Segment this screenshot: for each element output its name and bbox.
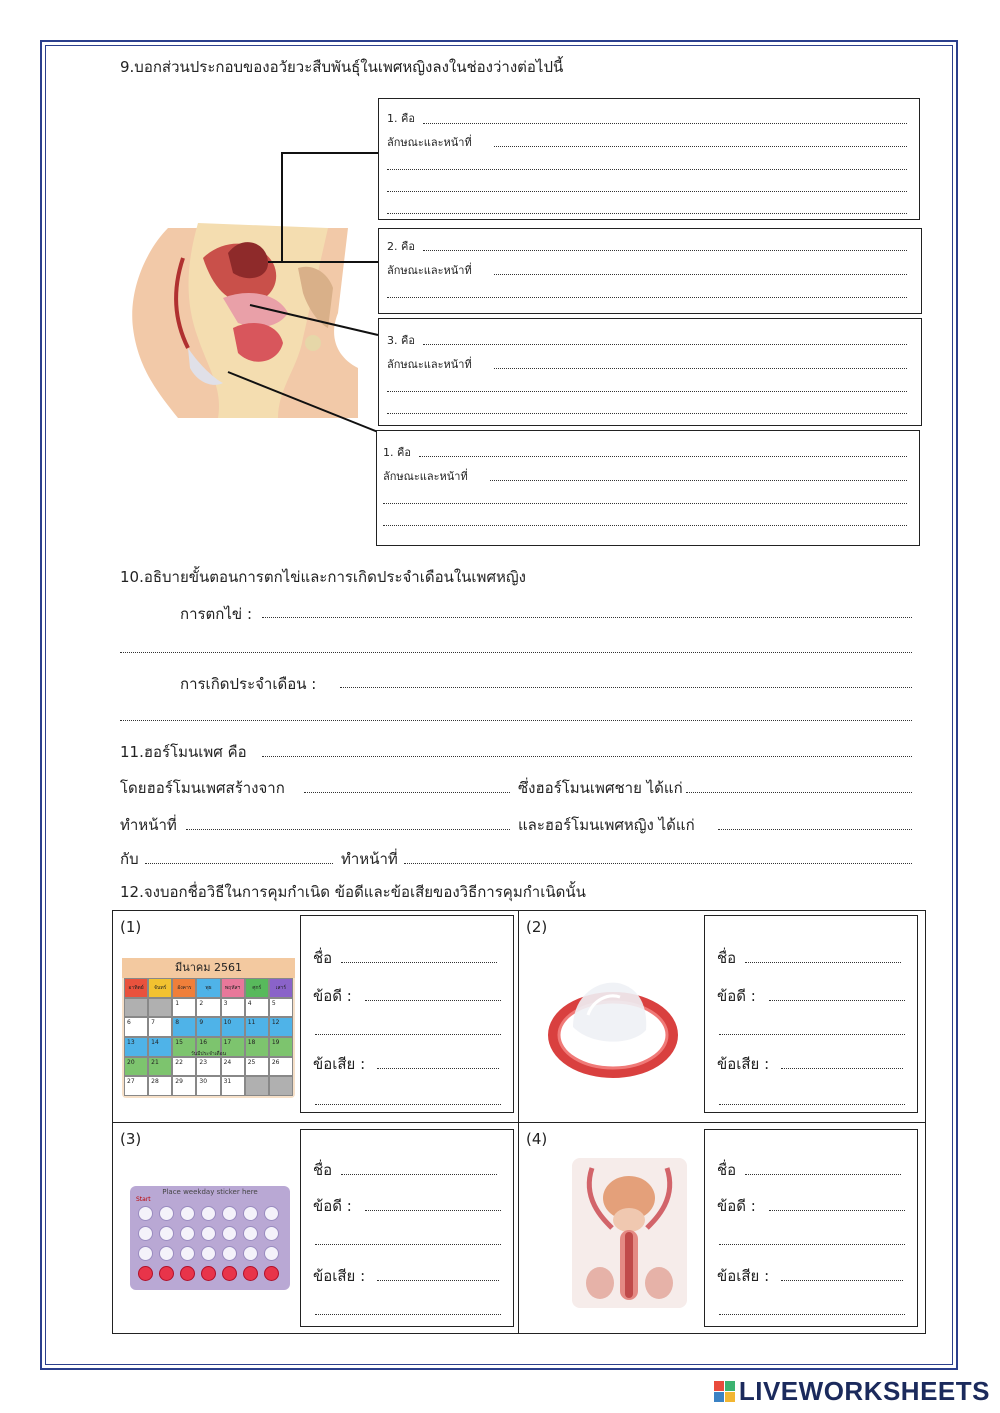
calendar-date-cell [245,1076,269,1096]
calendar-day-header: อาทิตย์ [124,978,148,998]
q9-box-4-number: 1. คือ [383,446,411,459]
calendar-date-cell: 31 [221,1076,245,1096]
calendar-date-cell: 15 [172,1037,196,1057]
q12-cell-1-answer-box [300,915,514,1113]
q12-cell-2-pro-input[interactable] [769,1000,905,1001]
q10-title: 10.อธิบายขั้นตอนการตกไข่และการเกิดประจำเดือนในเพศหญิง [120,568,526,586]
q12-cell-3-number: (3) [120,1130,142,1148]
calendar-date-cell: 20 [124,1057,148,1077]
calendar-date-cell: 1 [172,998,196,1018]
q9-box-3-line-4[interactable] [387,413,907,414]
calendar-day-header: เสาร์ [269,978,293,998]
pill-pack-label: Place weekday sticker here [162,1188,258,1196]
q9-box-2-line-1[interactable] [423,250,907,251]
calendar-date-cell: 3 [221,998,245,1018]
calendar-date-cell: 8 [172,1017,196,1037]
calendar-date-cell: 12 [269,1017,293,1037]
pill [159,1226,174,1241]
q12-cell-1-pro-input[interactable] [365,1000,501,1001]
q9-box-2-line-3[interactable] [387,297,907,298]
pill [180,1206,195,1221]
pill [264,1246,279,1261]
q11-hormone-source[interactable] [304,792,510,793]
q9-box-1-line-4[interactable] [387,191,907,192]
q9-box-1-desc: ลักษณะและหน้าที่ [387,136,472,149]
q9-box-1-line-1[interactable] [423,123,907,124]
q10-ovulation-label: การตกไข่ : [180,605,253,623]
q12-cell-2-con-input-2[interactable] [719,1104,905,1105]
q12-cell-4-answer-box [704,1129,918,1327]
q12-cell-4-number: (4) [526,1130,548,1148]
q12-cell-4-con-input[interactable] [781,1280,903,1281]
pill [180,1246,195,1261]
pill [180,1226,195,1241]
q12-cell-1-con-input-2[interactable] [315,1104,501,1105]
q12-cell-2-number: (2) [526,918,548,936]
q11-line-2b-label: ซึ่งฮอร์โมนเพศชาย ได้แก่ [518,779,683,797]
calendar-date-cell [124,998,148,1018]
q9-box-4-line-4[interactable] [383,525,907,526]
male-reproductive-image [572,1158,687,1308]
q11-female-hormone-function[interactable] [404,863,912,864]
pill [243,1266,258,1281]
q11-line-4a-label: กับ [120,850,139,868]
q11-male-hormone-function[interactable] [186,829,510,830]
calendar-date-cell: 7 [148,1017,172,1037]
q11-line-2a-label: โดยฮอร์โมนเพศสร้างจาก [120,779,285,797]
q11-female-hormone[interactable] [718,829,912,830]
q12-cell-3-name-label: ชื่อ [313,1161,333,1179]
q12-cell-2-pro-label: ข้อดี : [717,987,756,1005]
pill [264,1226,279,1241]
calendar-note: วันมีประจำเดือน [190,1050,227,1057]
q10-menstruation-answer-1[interactable] [340,687,912,688]
calendar-date-cell: 21 [148,1057,172,1077]
q12-table-divider-h [112,1122,926,1123]
calendar-date-cell: 22 [172,1057,196,1077]
pill-pack-start: Start [136,1196,151,1203]
calendar-title: มีนาคม 2561 [122,958,295,978]
pill-grid [136,1204,284,1286]
q12-cell-4-name-label: ชื่อ [717,1161,737,1179]
calendar-image [122,958,295,1098]
q9-box-4-line-3[interactable] [383,503,907,504]
q12-cell-2-con-label: ข้อเสีย : [717,1055,770,1073]
q9-box-3 [378,318,922,426]
calendar-day-header: จันทร์ [148,978,172,998]
q12-cell-2-name-label: ชื่อ [717,949,737,967]
q10-ovulation-answer-2[interactable] [120,652,912,653]
q12-title: 12.จงบอกชื่อวิธีในการคุมกำเนิด ข้อดีและข้อเสียของวิธีการคุมกำเนิดนั้น [120,883,586,901]
pill [201,1246,216,1261]
pill [138,1266,153,1281]
pill [243,1246,258,1261]
q9-box-2-number: 2. คือ [387,240,415,253]
calendar-date-cell: 13 [124,1037,148,1057]
q12-cell-3-pro-input[interactable] [365,1210,501,1211]
q12-cell-3-con-label: ข้อเสีย : [313,1267,366,1285]
pill [138,1246,153,1261]
pill [243,1206,258,1221]
calendar-date-cell: 29 [172,1076,196,1096]
q12-cell-1-number: (1) [120,918,142,936]
q9-box-1-line-5[interactable] [387,213,907,214]
q12-cell-2-name-input[interactable] [745,962,901,963]
pill [138,1206,153,1221]
pill [201,1206,216,1221]
q10-menstruation-label: การเกิดประจำเดือน : [180,675,317,693]
q9-box-1-number: 1. คือ [387,112,415,125]
q9-box-2-desc: ลักษณะและหน้าที่ [387,264,472,277]
q11-line-4b-label: ทำหน้าที่ [341,850,398,868]
q12-cell-1-con-input[interactable] [377,1068,499,1069]
logo-mark-icon [714,1381,735,1402]
q11-male-hormone[interactable] [686,792,912,793]
calendar-date-cell: 24 [221,1057,245,1077]
q12-cell-1-pro-input-2[interactable] [315,1034,501,1035]
q12-cell-2-answer-box [704,915,918,1113]
q9-box-4-line-1[interactable] [419,456,907,457]
pill [159,1206,174,1221]
q12-cell-1-name-label: ชื่อ [313,949,333,967]
q9-box-3-line-3[interactable] [387,391,907,392]
q12-cell-3-pro-input-2[interactable] [315,1244,501,1245]
calendar-date-cell: 30 [196,1076,220,1096]
calendar-date-cell: 9 [196,1017,220,1037]
calendar-date-cell: 2 [196,998,220,1018]
q9-box-4-desc: ลักษณะและหน้าที่ [383,470,468,483]
calendar-date-cell: 28 [148,1076,172,1096]
q9-box-1-line-2[interactable] [494,146,907,147]
pill [222,1206,237,1221]
q10-ovulation-answer-1[interactable] [262,617,912,618]
q12-cell-3-name-input[interactable] [341,1174,497,1175]
q11-line-3b-label: และฮอร์โมนเพศหญิง ได้แก่ [518,816,695,834]
logo-text: LIVEWORKSHEETS [738,1376,990,1406]
calendar-date-cell: 11 [245,1017,269,1037]
q9-box-4 [376,430,920,546]
calendar-date-cell: 18 [245,1037,269,1057]
calendar-date-cell: 19 [269,1037,293,1057]
pill [222,1266,237,1281]
q12-cell-2-con-input[interactable] [781,1068,903,1069]
q12-cell-4-pro-input[interactable] [769,1210,905,1211]
calendar-date-cell [269,1076,293,1096]
q12-cell-4-pro-label: ข้อดี : [717,1197,756,1215]
calendar-date-cell: 26 [269,1057,293,1077]
q11-line-3a-label: ทำหน้าที่ [120,816,177,834]
q11-hormone-definition[interactable] [262,756,912,757]
calendar-date-cell: 6 [124,1017,148,1037]
pill [222,1246,237,1261]
q9-box-3-line-2[interactable] [494,368,907,369]
q12-cell-1-pro-label: ข้อดี : [313,987,352,1005]
q9-box-4-line-2[interactable] [490,480,907,481]
calendar-date-cell: 25 [245,1057,269,1077]
pill [159,1246,174,1261]
calendar-day-header: อังคาร [172,978,196,998]
q12-cell-4-con-label: ข้อเสีย : [717,1267,770,1285]
calendar-date-cell [148,998,172,1018]
q10-menstruation-answer-2[interactable] [120,720,912,721]
calendar-day-header: พุธ [196,978,220,998]
q12-cell-3-answer-box [300,1129,514,1327]
q9-box-3-desc: ลักษณะและหน้าที่ [387,358,472,371]
pill [243,1226,258,1241]
calendar-date-cell: 10 [221,1017,245,1037]
pill [159,1266,174,1281]
pill [264,1206,279,1221]
liveworksheets-logo [714,1376,990,1407]
q11-line-1-label: 11.ฮอร์โมนเพศ คือ [120,743,247,761]
q12-cell-4-con-input-2[interactable] [719,1314,905,1315]
pill [264,1266,279,1281]
q9-title: 9.บอกส่วนประกอบของอวัยวะสืบพันธุ์ในเพศหญิงลงในช่องว่างต่อไปนี้ [120,58,564,76]
calendar-grid [124,978,293,1096]
q12-cell-4-pro-input-2[interactable] [719,1244,905,1245]
q9-box-3-line-1[interactable] [423,344,907,345]
q12-cell-2-pro-input-2[interactable] [719,1034,905,1035]
pill [222,1226,237,1241]
q9-box-2-line-2[interactable] [494,274,907,275]
q12-cell-1-con-label: ข้อเสีย : [313,1055,366,1073]
calendar-day-header: พฤหัสฯ [221,978,245,998]
condom-image [548,975,678,1080]
pill-pack-image [130,1186,290,1290]
pill [180,1266,195,1281]
q9-box-1-line-3[interactable] [387,169,907,170]
q9-box-2 [378,228,922,314]
pill [201,1266,216,1281]
q12-cell-4-name-input[interactable] [745,1174,901,1175]
q12-cell-1-name-input[interactable] [341,962,497,963]
q12-cell-3-con-input-2[interactable] [315,1314,501,1315]
calendar-date-cell: 4 [245,998,269,1018]
calendar-day-header: ศุกร์ [245,978,269,998]
calendar-date-cell: 27 [124,1076,148,1096]
calendar-date-cell: 14 [148,1037,172,1057]
q12-cell-3-con-input[interactable] [377,1280,499,1281]
calendar-date-cell: 5 [269,998,293,1018]
pill [201,1226,216,1241]
calendar-date-cell: 16 [196,1037,220,1057]
pill [138,1226,153,1241]
q9-box-1 [378,98,920,220]
calendar-date-cell: 17 [221,1037,245,1057]
q9-box-3-number: 3. คือ [387,334,415,347]
q12-cell-3-pro-label: ข้อดี : [313,1197,352,1215]
calendar-date-cell: 23 [196,1057,220,1077]
q11-female-hormone-2[interactable] [145,863,333,864]
